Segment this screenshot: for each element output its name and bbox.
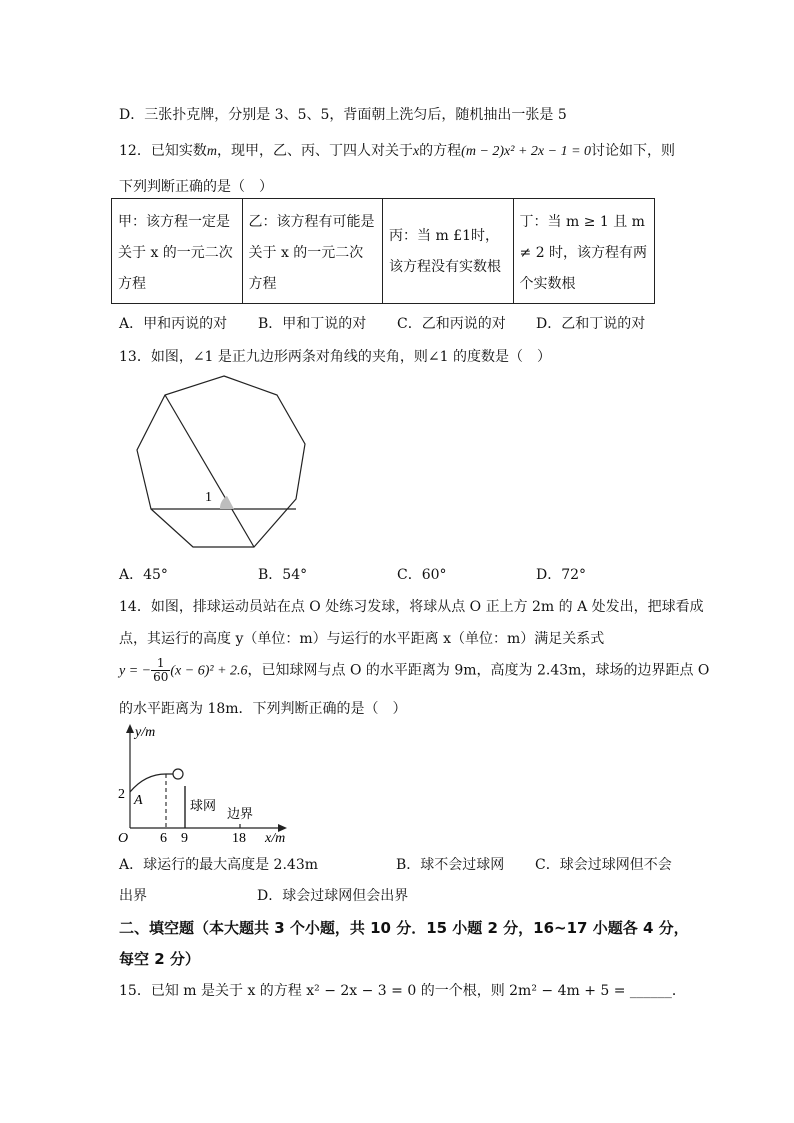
q14-option-a[interactable]: A．球运行的最大高度是 2.43m [119,857,319,873]
q14-line3 [119,657,709,684]
q14-formula-fraction: $\frac{1}{60}$ [153,656,169,684]
q12-var-m: m [206,144,217,159]
volleyball-figure [115,722,295,846]
q12-stem-part2: ，现甲，乙、丙、丁四人对关于 [216,143,413,159]
q12-option-c[interactable]: C．乙和丙说的对 [397,316,506,332]
q13-options [119,564,675,584]
q12-cell-ding: 丁：当 m ≥ 1 且 m ≠ 2 时，该方程有两个实数根 [519,214,648,292]
q12-cell-yi: 乙：该方程有可能是关于 x 的一元二次方程 [243,199,383,303]
q12-statement-table [111,198,655,304]
q11-option-d: D．三张扑克牌，分别是 3、5、5，背面朝上洗匀后，随机抽出一张是 5 [119,107,567,123]
net-label: 球网 [190,798,217,813]
regular-nonagon [137,376,305,547]
q12-stem-part1: 12．已知实数 [119,143,207,159]
section2-heading-line2: 每空 2 分） [119,950,200,968]
q13-option-b[interactable]: B．54° [258,567,308,583]
q12-option-d[interactable]: D．乙和丁说的对 [536,316,646,332]
boundary-label: 边界 [227,806,254,821]
q15-stem: 15．已知 m 是关于 x 的方程 x² − 2x − 3 = 0 的一个根，则 2m² − 4m + 5 = ______． [119,983,686,999]
q12-stem-part4: 讨论如下，则 [591,143,676,159]
q12-stem-line2: 下列判断正确的是（ ） [119,179,273,195]
section2-heading-line1: 二、填空题（本大题共 3 个小题，共 10 分．15 小题 2 分，16~17 小题各 4 分， [119,919,689,937]
q14-line4: 的水平距离为 18m．下列判断正确的是（ ） [119,701,407,717]
q12-cell-jia: 甲：该方程一定是关于 x 的一元二次方程 [112,199,243,303]
q13-option-c[interactable]: C．60° [397,567,447,583]
q12-cell-bing: 丙：当 m £1时，该方程没有实数根 [383,199,514,303]
tick-9-label: 9 [181,831,188,846]
q14-line2: 点，其运行的高度 y（单位：m）与运行的水平距离 x（单位：m）满足关系式 [119,631,605,647]
diagonal-1 [165,395,254,547]
q14-option-c-cont: 出界 [119,888,147,904]
q12-option-b[interactable]: B．甲和丁说的对 [258,316,367,332]
y-axis-label: y/m [135,725,156,740]
tick-18-label: 18 [232,831,246,846]
q14-line3-rest: ，已知球网与点 O 的水平距离为 9m，高度为 2.43m，球场的边界距点 O [247,662,710,679]
q14-formula-lead: y = − [119,663,152,679]
nonagon-figure [125,365,325,555]
height-2-label: 2 [118,787,125,802]
ball-icon [173,769,183,779]
q14-formula-tail: (x − 6)² + 2.6 [170,663,248,679]
q14-line1: 14．如图，排球运动员站在点 O 处练习发球，将球从点 O 正上方 2m 的 A 处发出，把球看成 [119,599,704,615]
q12-stem-part3: 的方程 [419,143,462,159]
q12-option-a[interactable]: A．甲和丙说的对 [119,316,228,332]
point-a-label: A [134,793,143,808]
angle-1-arc [220,496,234,509]
q14-option-d[interactable]: D．球会过球网但会出界 [257,888,409,904]
tick-6-label: 6 [160,831,167,846]
origin-label: O [118,831,129,846]
ball-trajectory [130,774,177,792]
x-axis-label: x/m [265,831,286,846]
q12-options [119,313,675,333]
q13-option-d[interactable]: D．72° [536,567,587,583]
q12-var-x: x [412,144,420,159]
y-axis-arrow-icon [126,724,134,733]
angle-1-label: 1 [205,490,212,505]
q14-option-c[interactable]: C．球会过球网但不会 [535,857,672,873]
q13-option-a[interactable]: A．45° [119,567,168,583]
q12-stem [119,140,675,160]
q13-stem: 13．如图，∠1 是正九边形两条对角线的夹角，则∠1 的度数是（ ） [119,349,551,365]
q12-equation: (m − 2)x² + 2x − 1 = 0 [461,144,592,159]
q14-option-b[interactable]: B．球不会过球网 [396,857,505,873]
